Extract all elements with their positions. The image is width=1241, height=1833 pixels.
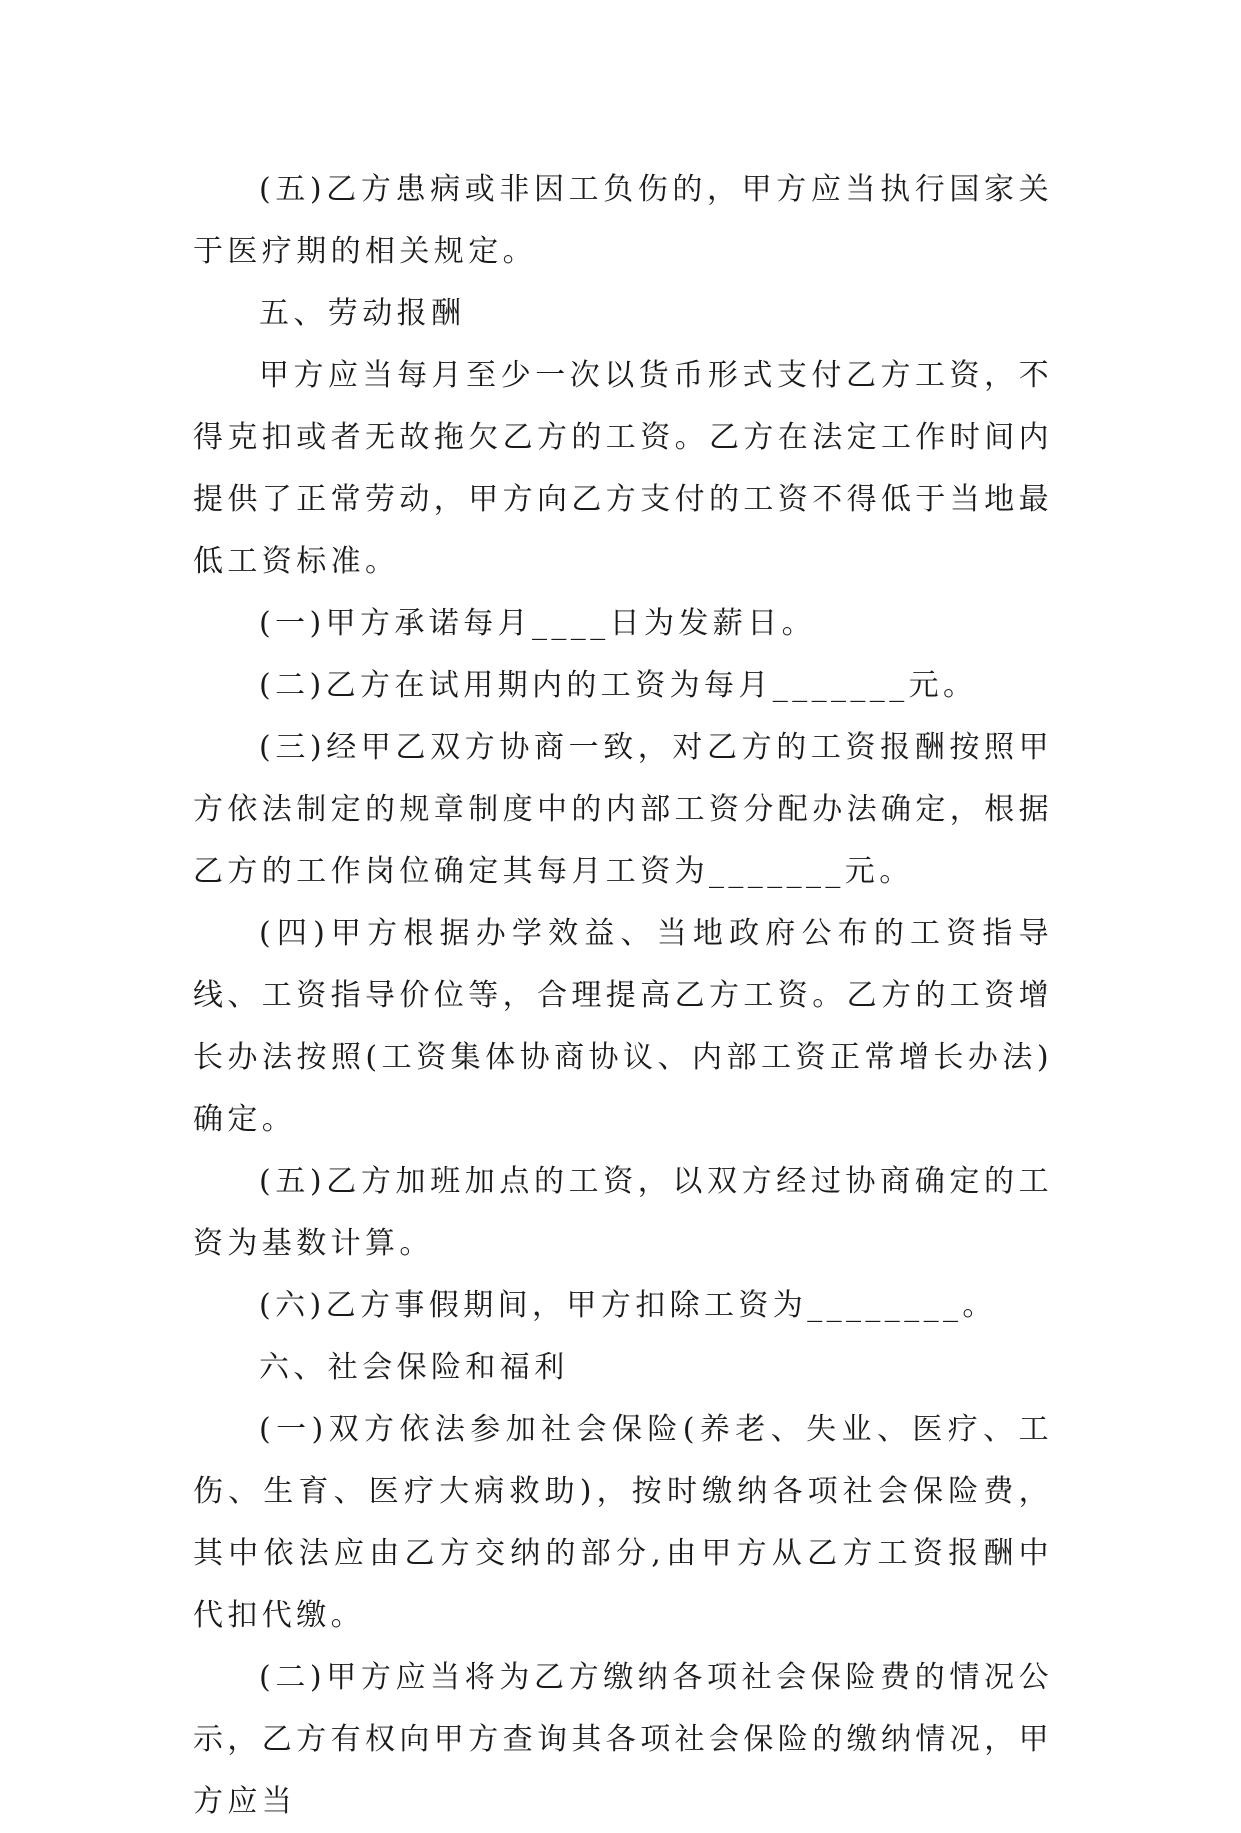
section-heading-social-insurance: 六、社会保险和福利: [259, 1350, 569, 1385]
clause-monthly-wage: (三)经甲乙双方协商一致，对乙方的工资报酬按照甲方依法制定的规章制度中的内部工资分配办法确定，根据乙方的工作岗位确定其每月工资为_______元。: [193, 730, 1053, 889]
document-body: [193, 159, 1053, 1833]
clause-social-insurance-participation: (一)双方依法参加社会保险(养老、失业、医疗、工伤、生育、医疗大病救助)，按时缴纳各项社会保险费，其中依法应由乙方交纳的部分,由甲方从乙方工资报酬中代扣代缴。: [193, 1412, 1053, 1633]
paragraph-wage-payment: 甲方应当每月至少一次以货币形式支付乙方工资，不得克扣或者无故拖欠乙方的工资。乙方在法定工作时间内提供了正常劳动，甲方向乙方支付的工资不得低于当地最低工资标准。: [193, 358, 1053, 579]
clause-personal-leave-deduction: (六)乙方事假期间，甲方扣除工资为________。: [259, 1288, 997, 1323]
clause-overtime-wage: (五)乙方加班加点的工资，以双方经过协商确定的工资为基数计算。: [193, 1164, 1053, 1261]
clause-wage-increase: (四)甲方根据办学效益、当地政府公布的工资指导线、工资指导价位等，合理提高乙方工资。乙方的工资增长办法按照(工资集体协商协议、内部工资正常增长办法)确定。: [193, 916, 1053, 1137]
clause-social-insurance-disclosure: (二)甲方应当将为乙方缴纳各项社会保险费的情况公示，乙方有权向甲方查询其各项社会保险的缴纳情况，甲方应当: [193, 1660, 1053, 1819]
section-heading-labor-remuneration: 五、劳动报酬: [259, 296, 466, 331]
clause-payday: (一)甲方承诺每月____日为发薪日。: [259, 606, 817, 641]
clause-5-5-medical-period: (五)乙方患病或非因工负伤的，甲方应当执行国家关于医疗期的相关规定。: [193, 172, 1053, 269]
clause-probation-wage: (二)乙方在试用期内的工资为每月_______元。: [259, 668, 978, 703]
